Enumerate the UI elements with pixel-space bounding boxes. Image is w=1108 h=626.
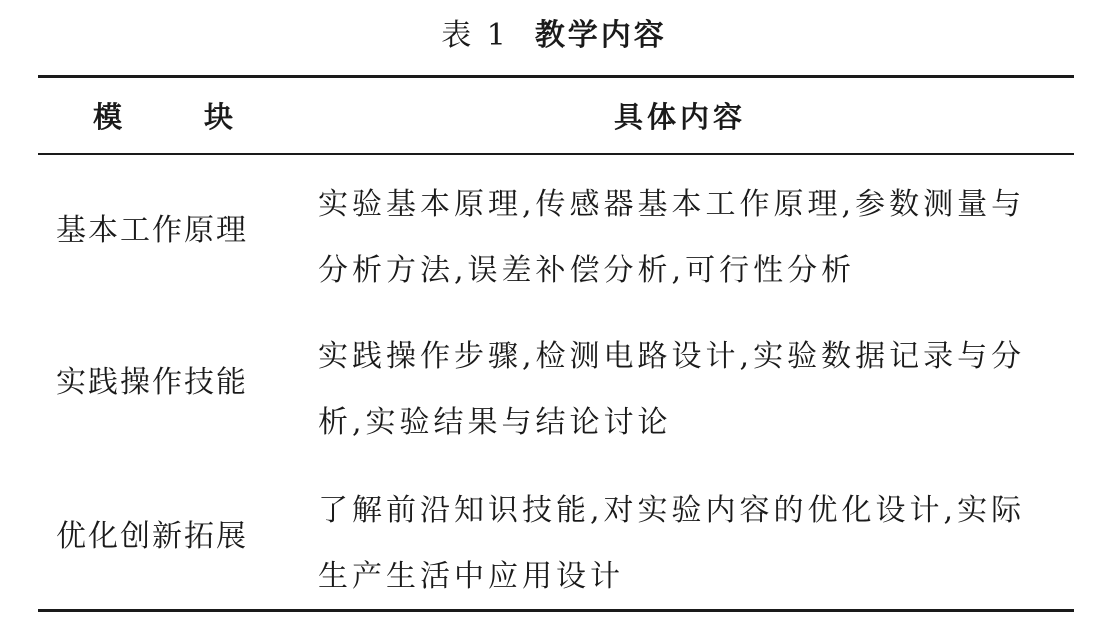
header-module	[93, 78, 233, 153]
bottom-rule	[38, 609, 1074, 612]
table-number: 表 1	[441, 18, 509, 53]
header-rule	[38, 153, 1074, 155]
module-cell: 实践操作技能	[56, 365, 248, 400]
table-title: 教学内容	[534, 18, 667, 53]
table-row	[0, 309, 1108, 459]
table-caption	[0, 14, 1108, 58]
module-cell: 优化创新拓展	[56, 519, 248, 554]
content-cell: 实践操作步骤,检测电路设计,实验数据记录与分析,实验结果与结论讨论	[318, 339, 1026, 440]
content-cell: 了解前沿知识技能,对实验内容的优化设计,实际生产生活中应用设计	[318, 493, 1026, 594]
table-row	[0, 157, 1108, 307]
module-cell: 基本工作原理	[56, 213, 248, 248]
header-content: 具体内容	[613, 100, 746, 134]
header-module-char-2: 块	[203, 100, 233, 134]
table-row	[0, 463, 1108, 613]
header-module-char-1: 模	[93, 100, 123, 134]
content-cell: 实验基本原理,传感器基本工作原理,参数测量与分析方法,误差补偿分析,可行性分析	[318, 187, 1026, 288]
